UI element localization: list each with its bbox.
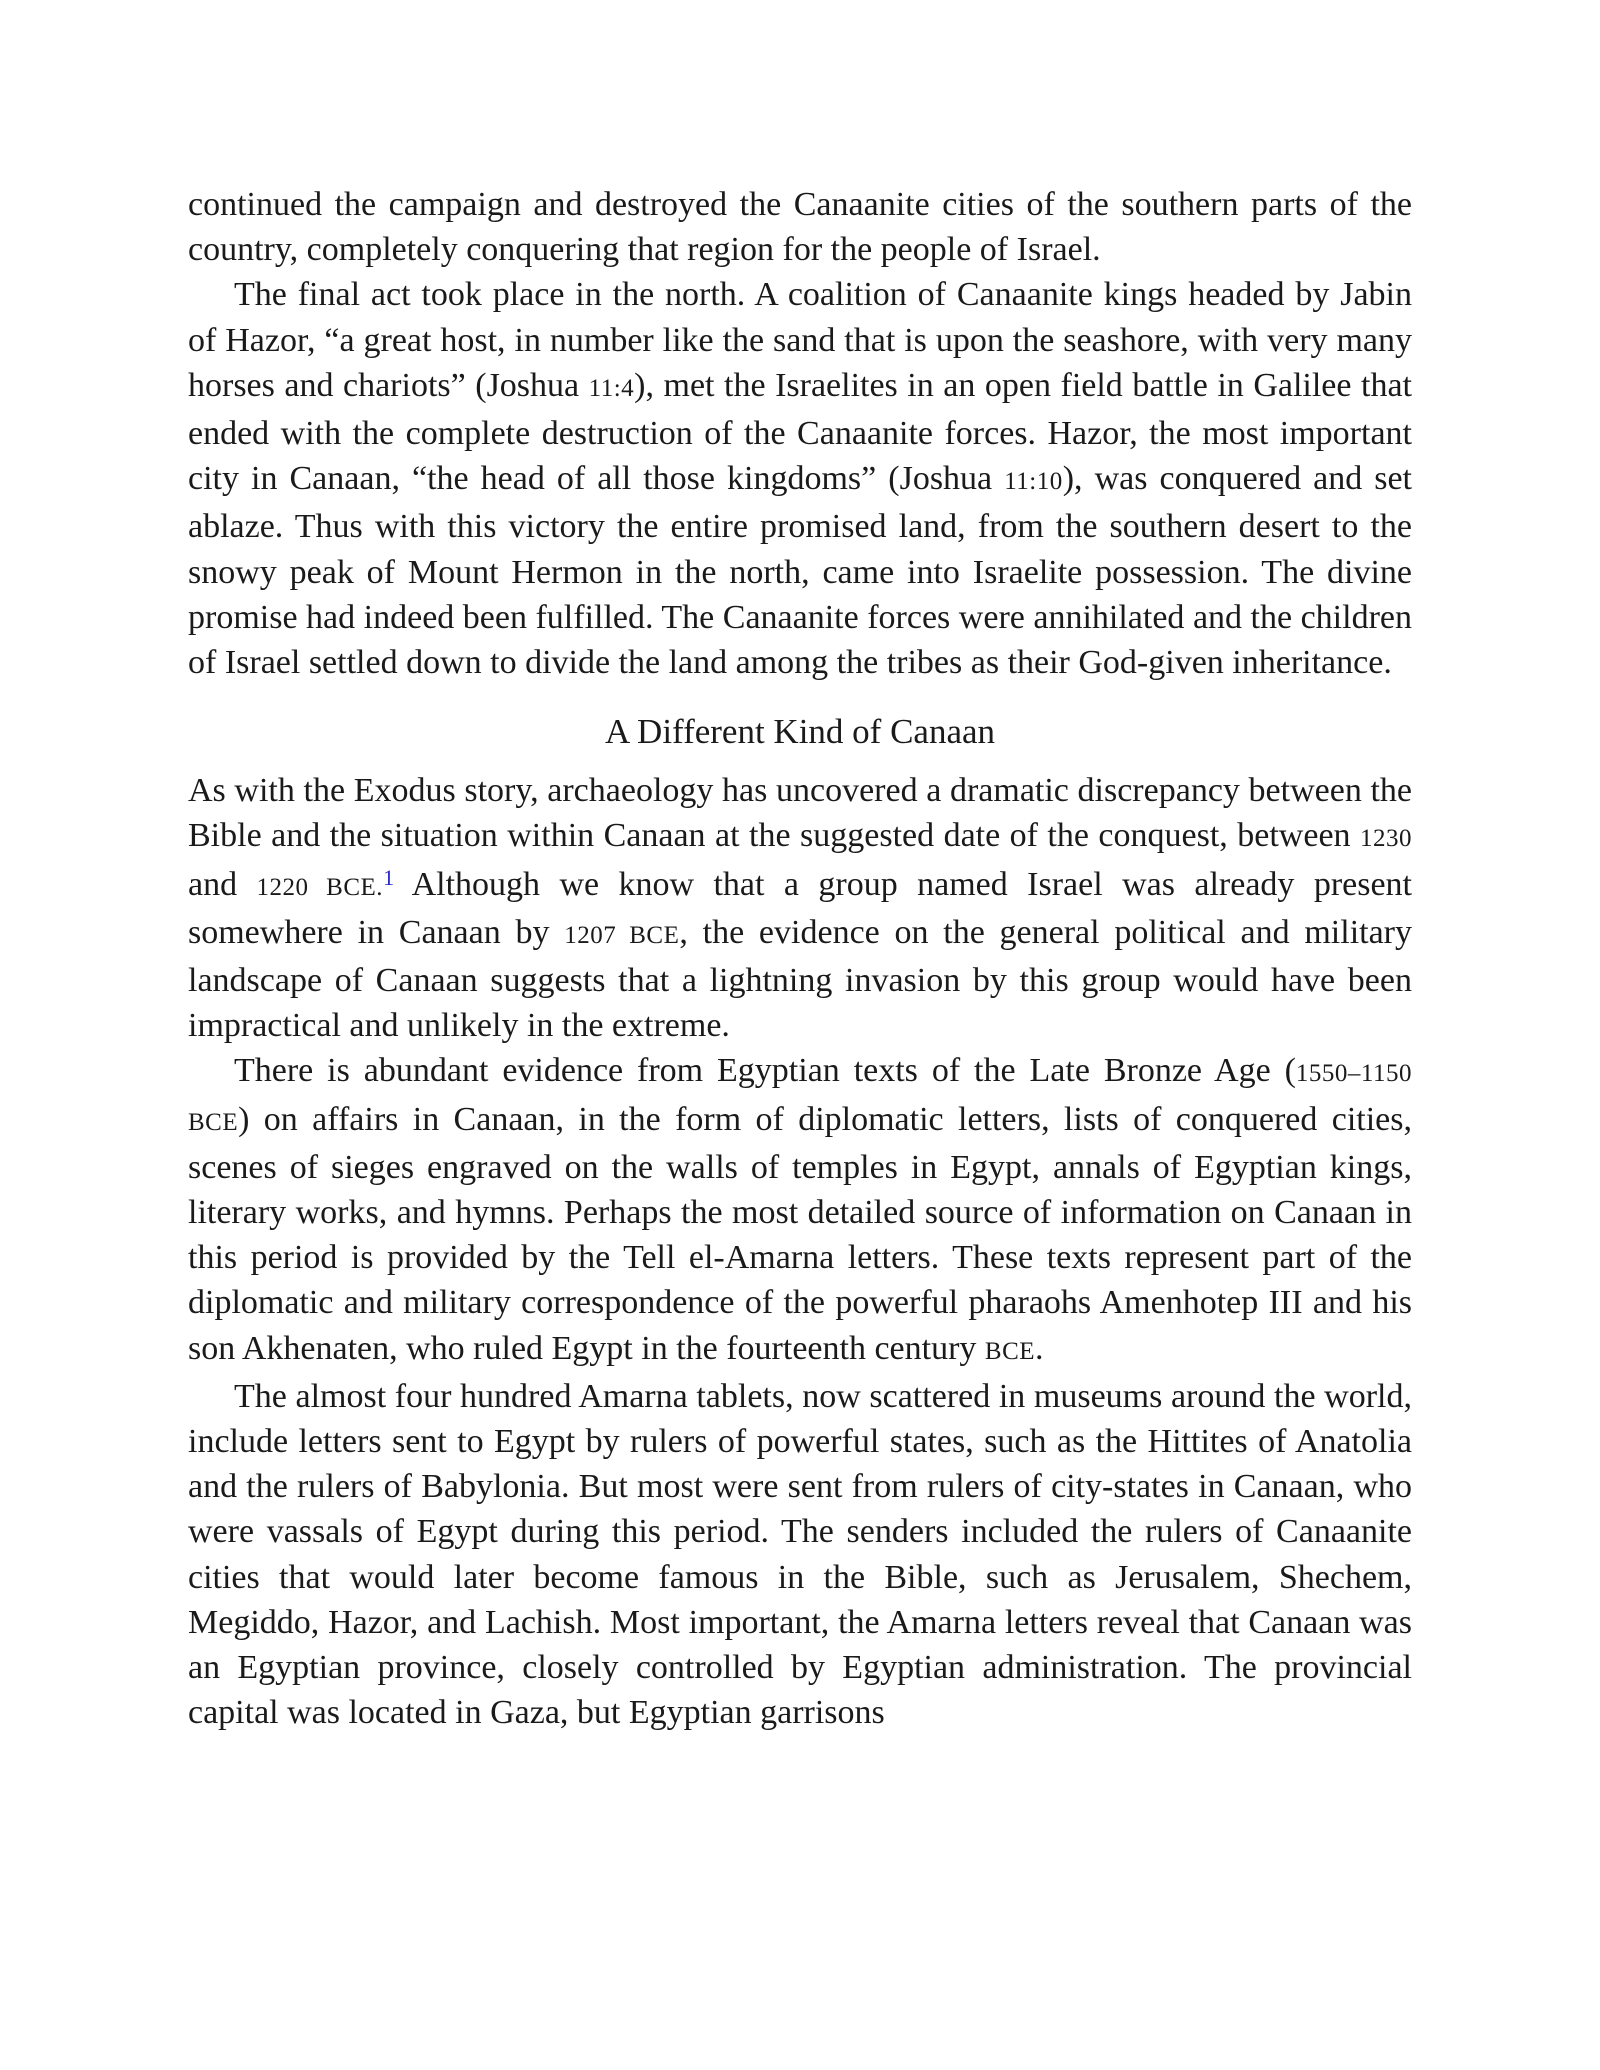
small-caps-text: 1550–1150 BCE: [188, 1060, 1412, 1136]
small-caps-text: 1230: [1360, 825, 1412, 853]
small-caps-text: 1207 BCE: [564, 921, 680, 949]
small-caps-text: 11:4: [588, 374, 635, 402]
paragraph: [188, 1048, 1412, 1373]
text-run: As with the Exodus story, archaeology has uncovered a dramatic discrepancy between the Bible and the situation within Canaan at the suggested date of the conquest, between: [188, 772, 1412, 855]
page-body: [188, 182, 1412, 1736]
text-run: The final act took place in the north. A coalition of Canaanite kings headed by Jabin of Hazor, “a great host, in number like the sand that is upon the seashore, with very many horses and chariots” (Joshua: [188, 276, 1412, 404]
text-run: Although we know that a group named Israel was already present somewhere in Canaan by: [188, 865, 1413, 951]
section-heading: A Different Kind of Canaan: [604, 712, 996, 752]
paragraph: [188, 272, 1412, 685]
paragraphs-bottom: [188, 768, 1412, 1735]
paragraph: [188, 768, 1412, 1048]
text-run: ) on affairs in Canaan, in the form of diplomatic letters, lists of conquered cities, scenes of sieges engraved on the walls of temples in Egypt, annals of Egyptian kings, literary works, and hymns. Perhaps the most detailed source of information on Canaan in this period is provided by the Tell el-Amarna letters. These texts represent part of the diplomatic and military correspondence of the powerful pharaohs Amenhotep III and his son Akhenaten, who ruled Egypt in the fourteenth century: [188, 1100, 1412, 1367]
small-caps-text: 11:10: [1004, 468, 1063, 496]
text-run: and: [188, 865, 257, 903]
paragraph: [188, 182, 1412, 272]
text-run: ), met the Israelites in an open field battle in Galilee that ended with the complete destruction of the Canaanite forces. Hazor, the most important city in Canaan, “the head of all those kingdoms” (Joshua: [188, 366, 1412, 498]
small-caps-text: BCE: [984, 1337, 1036, 1365]
small-caps-text: 1220 BCE.: [256, 873, 384, 901]
text-run: , the evidence on the general political and military landscape of Canaan suggests that a lightning invasion by this group would have been impractical and unlikely in the extreme.: [188, 913, 1413, 1045]
paragraphs-top: [188, 182, 1412, 685]
text-run: .: [1035, 1329, 1044, 1367]
text-run: ), was conquered and set ablaze. Thus with this victory the entire promised land, from the southern desert to the snowy peak of Mount Hermon in the north, came into Israelite possession. The divine promise had indeed been fulfilled. The Canaanite forces were annihilated and the children of Israel settled down to divide the land among the tribes as their God-given inheritance.: [188, 460, 1413, 682]
footnote-reference-link[interactable]: 1: [383, 864, 395, 890]
text-run: continued the campaign and destroyed the Canaanite cities of the southern parts of the country, completely conquering that region for the people of Israel.: [188, 186, 1412, 269]
text-run: There is abundant evidence from Egyptian texts of the Late Bronze Age (: [234, 1052, 1296, 1090]
text-run: The almost four hundred Amarna tablets, now scattered in museums around the world, include letters sent to Egypt by rulers of powerful states, such as the Hittites of Anatolia and the rulers of Babylonia. But most were sent from rulers of city-states in Canaan, who were vassals of Egypt during this period. The senders included the rulers of Canaanite cities that would later become famous in the Bible, such as Jerusalem, Shechem, Megiddo, Hazor, and Lachish. Most important, the Amarna letters reveal that Canaan was an Egyptian province, closely controlled by Egyptian administration. The provincial capital was located in Gaza, but Egyptian garrisons: [188, 1377, 1412, 1732]
paragraph: [188, 1374, 1412, 1736]
